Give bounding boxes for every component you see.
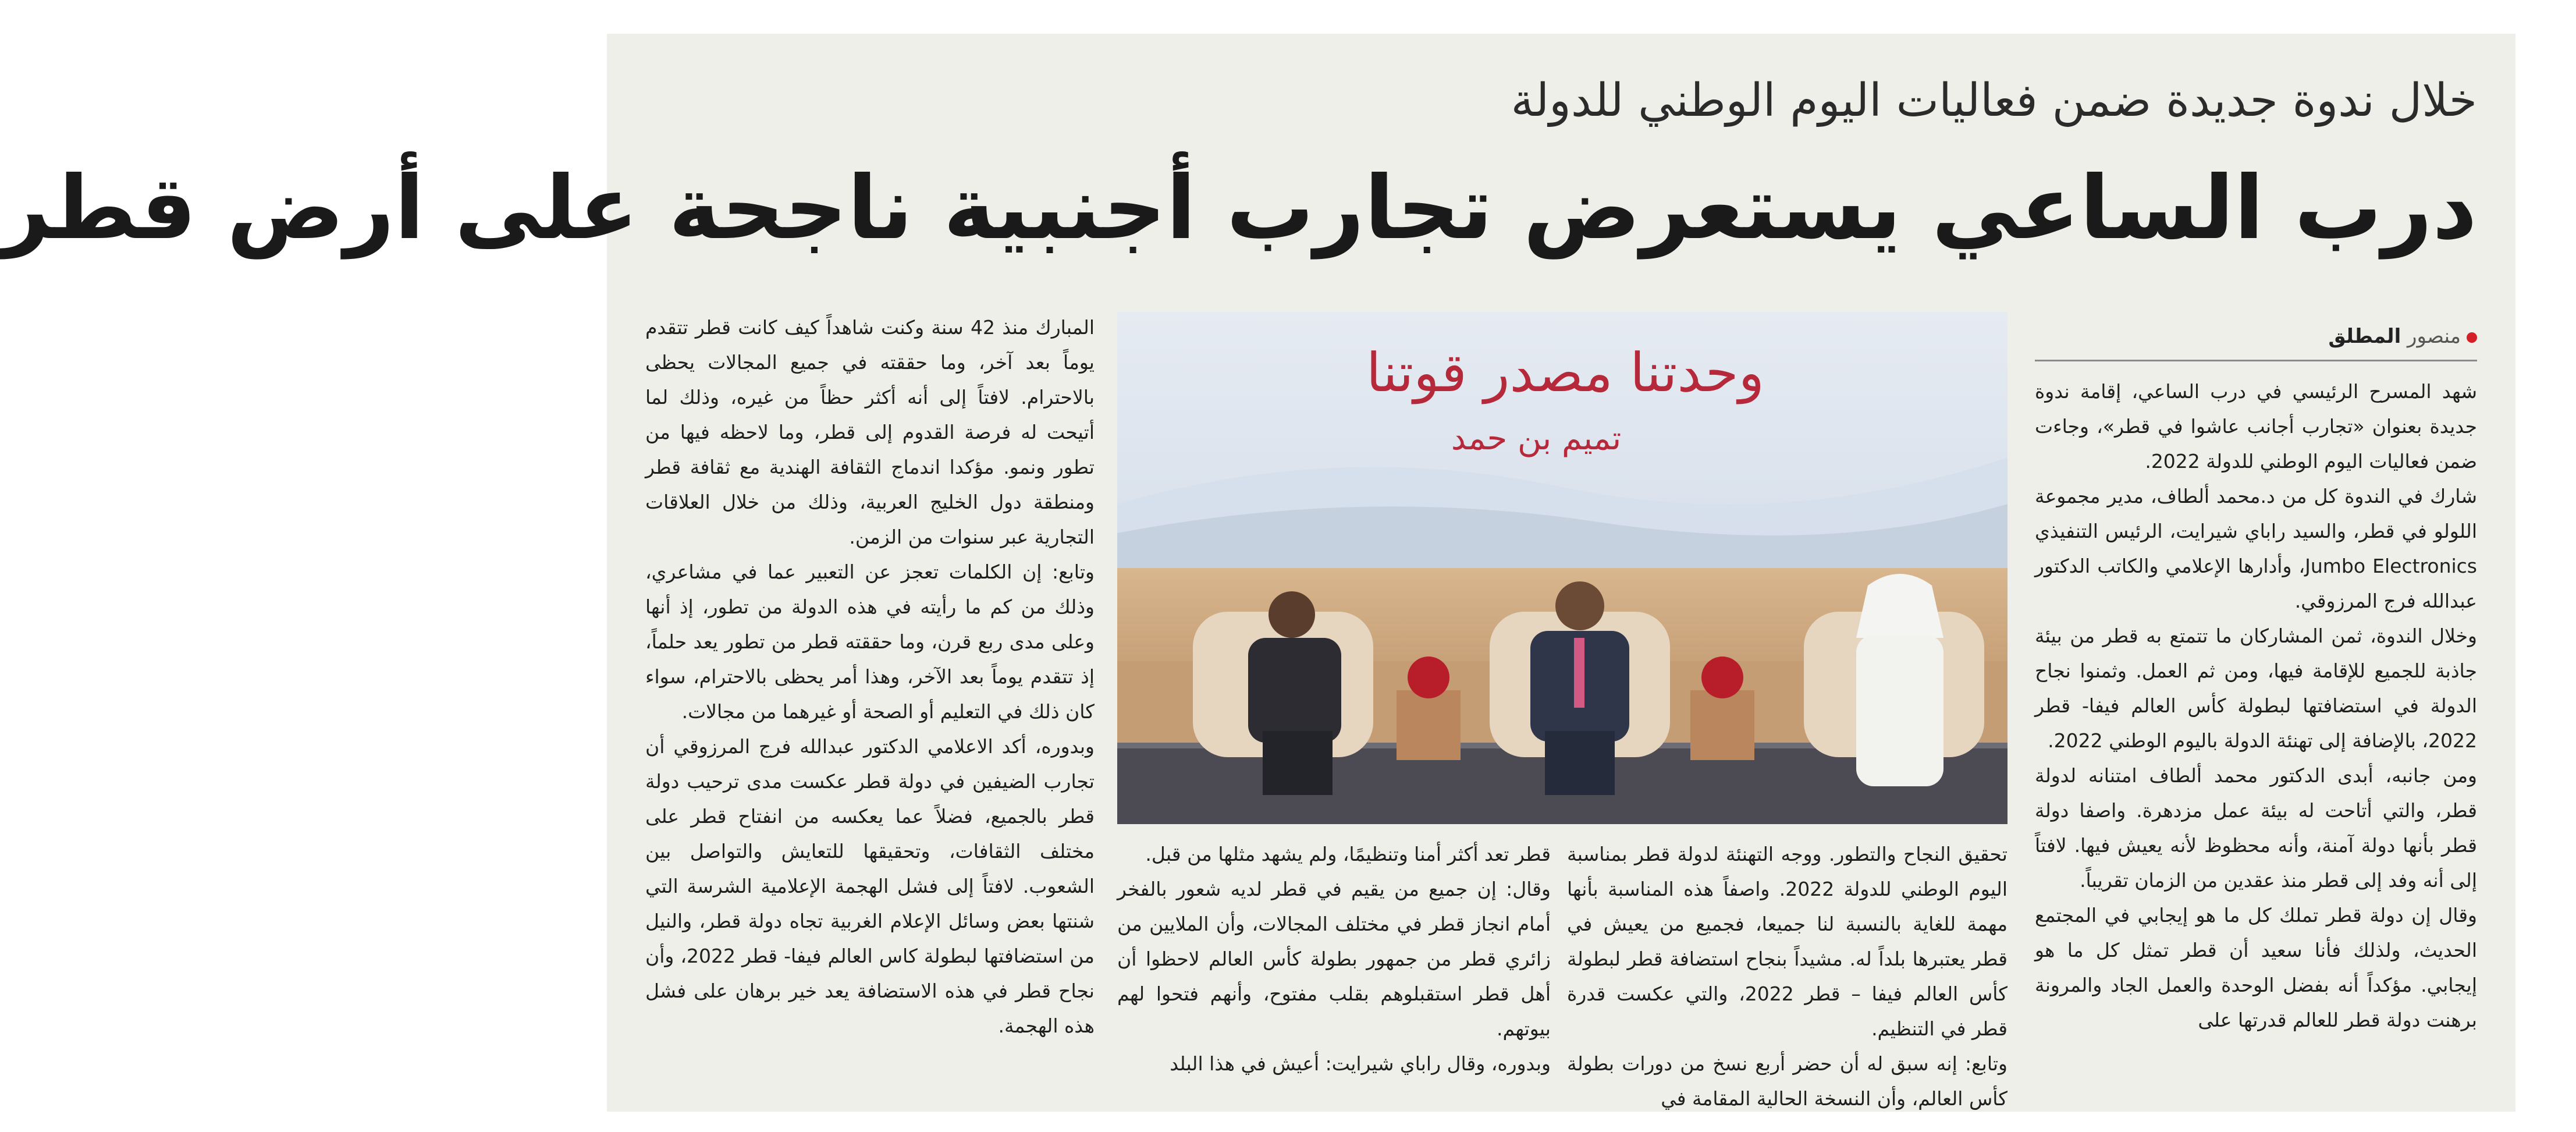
article-kicker: خلال ندوة جديدة ضمن فعاليات اليوم الوطني للدولة bbox=[1511, 74, 2477, 127]
paragraph: قطر تعد أكثر أمنا وتنظيمًا، ولم يشهد مثلها من قبل. bbox=[1145, 843, 1551, 865]
panel-photo bbox=[1117, 312, 2007, 824]
paragraph: ومن جانبه، أبدى الدكتور محمد ألطاف امتنانه لدولة قطر، والتي أتاحت له بيئة عمل مزدهرة. واصفا دولة قطر بأنها دولة آمنة، وأنه محظوظ لأنه يعيش فيها. لافتاً إلى أنه وفد إلى قطر منذ عقدين من الزمان تقريباً. bbox=[2035, 764, 2477, 892]
paragraph: وقال: إن جميع من يقيم في قطر لديه شعور بالفخر أمام انجاز قطر في مختلف المجالات، وأن الملايين من زائري قطر من جمهور بطولة كأس العالم لاحظوا أن أهل قطر استقبلوهم بقلب مفتوح، وأنهم فتحوا لهم بيوتهم. bbox=[1117, 878, 1551, 1040]
paragraph: وتابع: إن الكلمات تعجز عن التعبير عما في مشاعري، وذلك من كم ما رأيته في هذه الدولة من تطور، إذ أنها وعلى مدى ربع قرن، وما حققته قطر من تطور يعد حلماً، إذ تتقدم يوماً بعد الآخر، وهذا أمر يحظى بالاحترام، سواء كان ذلك في التعليم أو الصحة أو غيرهما من مجالات. bbox=[645, 560, 1095, 723]
paragraph: شارك في الندوة كل من د.محمد ألطاف، مدير مجموعة اللولو في قطر، والسيد راباي شيرايت، الرئيس التنفيذي Jumbo Electronics، وأدارها الإعلامي والكاتب الدكتور عبدالله فرج المرزوقي. bbox=[2035, 485, 2477, 612]
byline-dot-icon bbox=[2467, 332, 2477, 343]
article-column-2 bbox=[1567, 837, 2007, 1110]
paragraph: وخلال الندوة، ثمن المشاركان ما تتمتع به قطر من بيئة جاذبة للجميع للإقامة فيها، ومن ثم العمل. وثمنوا نجاح الدولة في استضافتها لبطولة كأس العالم فيفا- قطر 2022، بالإضافة إلى تهنئة الدولة باليوم الوطني 2022. bbox=[2035, 624, 2477, 752]
byline-label: منصور bbox=[2407, 325, 2461, 348]
banner-title: وحدتنا مصدر قوتنا bbox=[1366, 342, 1765, 404]
paragraph: وقال إن دولة قطر تملك كل ما هو إيجابي في المجتمع الحديث، ولذلك فأنا سعيد أن قطر تمثل كل ما هو إيجابي. مؤكداً أنه بفضل الوحدة والعمل الجاد والمرونة برهنت دولة قطر للعالم قدرتها على bbox=[2035, 904, 2477, 1031]
banner-signature: تميم بن حمد bbox=[1451, 420, 1622, 457]
paragraph: وتابع: إنه سبق له أن حضر أربع نسخ من دورات بطولة كأس العالم، وأن النسخة الحالية المقامة في bbox=[1567, 1052, 2007, 1110]
article-headline: درب الساعي يستعرض تجارب أجنبية ناجحة على أرض قطر bbox=[0, 158, 2477, 259]
newspaper-page bbox=[0, 34, 2515, 1112]
paragraph: تحقيق النجاح والتطور. ووجه التهنئة لدولة قطر بمناسبة اليوم الوطني للدولة 2022. واصفاً هذه المناسبة بأنها مهمة للغاية بالنسبة لنا جميعا، فجميع من يعيش في قطر يعتبرها بلداً له. مشيداً بنجاح استضافة قطر لبطولة كأس العالم فيفا – قطر 2022، والتي عكست قدرة قطر في التنظيم. bbox=[1567, 843, 2008, 1040]
paragraph: وبدوره، وقال راباي شيرايت: أعيش في هذا البلد bbox=[1170, 1052, 1551, 1075]
paragraph: شهد المسرح الرئيسي في درب الساعي، إقامة ندوة جديدة بعنوان «تجارب أجانب عاشوا في قطر»، وجاءت ضمن فعاليات اليوم الوطني للدولة 2022. bbox=[2035, 380, 2477, 473]
article-column-1 bbox=[2035, 374, 2477, 1108]
byline bbox=[2035, 313, 2477, 361]
paragraph: وبدوره، أكد الاعلامي الدكتور عبدالله فرج المرزوقي أن تجارب الضيفين في دولة قطر عكست مدى ترحيب دولة قطر بالجميع، فضلاً عما يعكسه من انفتاح قطر على مختلف الثقافات، وتحقيقها للتعايش والتواصل بين الشعوب. لافتاً إلى فشل الهجمة الإعلامية الشرسة التي شنتها بعض وسائل الإعلام الغربية تجاه دولة قطر، والنيل من استضافتها لبطولة كاس العالم فيفا- قطر 2022، وأن نجاح قطر في هذه الاستضافة يعد خير برهان على فشل هذه الهجمة. bbox=[645, 735, 1095, 1037]
article-column-4 bbox=[645, 310, 1095, 1108]
article-column-3 bbox=[1117, 837, 1551, 1110]
paragraph: المبارك منذ 42 سنة وكنت شاهداً كيف كانت قطر تتقدم يوماً بعد آخر، وما حققته في جميع المجالات يحظى بالاحترام. لافتاً إلى أنه أكثر حظاً من غيره، وذلك لما أتيحت له فرصة القدوم إلى قطر، وما لاحظه فيها من تطور ونمو. مؤكدا اندماج الثقافة الهندية مع ثقافة قطر ومنطقة دول الخليج العربية، وذلك من خلال العلاقات التجارية عبر سنوات من الزمن. bbox=[645, 316, 1095, 548]
byline-name: المطلق bbox=[2328, 325, 2401, 348]
